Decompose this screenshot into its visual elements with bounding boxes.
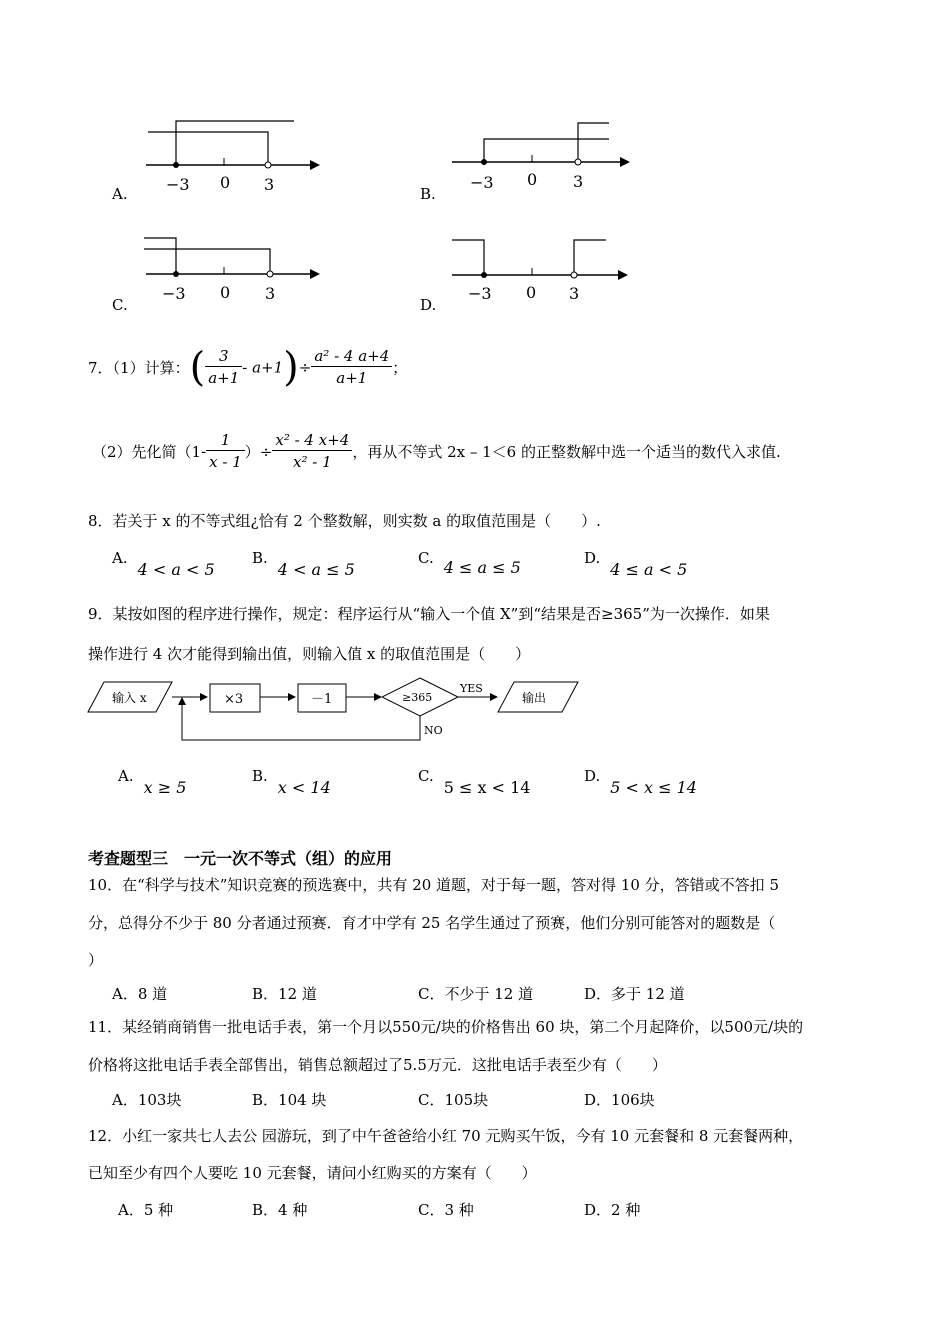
option-letter: C.: [112, 296, 128, 314]
option-letter: A.: [112, 185, 128, 203]
svg-text:0: 0: [220, 283, 231, 302]
flow-check: ≥365: [402, 691, 433, 704]
svg-text:−3: −3: [470, 173, 494, 192]
svg-text:0: 0: [527, 170, 538, 189]
q11-option-b: B．104 块: [252, 1091, 327, 1109]
q9-option-d: D.5 < x ≤ 14: [584, 767, 697, 797]
q11-line2: 价格将这批电话手表全部售出，销售总额超过了5.5万元．这批电话手表至少有（ ）: [88, 1056, 667, 1074]
q12-line2: 已知至少有四个人要吃 10 元套餐，请问小红购买的方案有（ ）: [88, 1164, 537, 1182]
svg-text:0: 0: [526, 283, 537, 302]
q9-line2: 操作进行 4 次才能得到输出值，则输入值 x 的取值范围是（ ）: [88, 645, 531, 663]
q9-line1: 9．某按如图的程序进行操作，规定：程序运行从“输入一个值 X”到“结果是否≥365”为一次操作．如果: [88, 605, 770, 623]
q6-option-a: [108, 115, 338, 205]
q9-flowchart: [86, 676, 586, 756]
option-letter: D.: [420, 296, 437, 314]
tick-label: 0: [220, 173, 231, 192]
q8-option-b: B.4 < a ≤ 5: [252, 549, 355, 579]
q10-line2: 分，总得分不少于 80 分者通过预赛．育才中学有 25 名学生通过了预赛，他们分别可能答对的题数是（: [88, 914, 776, 932]
q8-option-d: D.4 ≤ a < 5: [584, 549, 688, 579]
q11-option-c: C．105块: [418, 1091, 489, 1109]
q8-option-a: A.4 < a < 5: [112, 549, 215, 579]
fraction: $\frac{1}{x - 1}$: [206, 430, 245, 473]
fraction: $\frac{\text{a² - 4 a+4}}{a+1}$: [311, 346, 392, 389]
q12-option-b: B．4 种: [252, 1201, 308, 1219]
svg-text:−3: −3: [162, 284, 186, 303]
q9-option-c: C.5 ≤ x < 14: [418, 767, 531, 797]
q6-option-b: [416, 115, 646, 205]
q10-option-b: B．12 道: [252, 985, 317, 1003]
q6-option-d: [416, 228, 646, 318]
q11-option-a: A．103块: [112, 1091, 182, 1109]
flow-output: 输出: [522, 691, 547, 705]
number-line-a: [108, 115, 338, 205]
q6-option-c: [108, 228, 338, 318]
fraction: $\frac{\text{x² - 4 x+4}}{\text{x² - 1}}$: [272, 430, 352, 473]
q10-line1: 10．在“科学与技术”知识竞赛的预选赛中，共有 20 道题，对于每一题，答对得 10 分，答错或不答扣 5: [88, 876, 779, 894]
q10-option-d: D．多于 12 道: [584, 985, 685, 1003]
q7-prefix: 7．（1）计算：: [88, 359, 190, 377]
q7-part2: （2）先化简（1- $\frac{1}{x - 1}$ ）÷ $\frac{\text{x² - 4 x+4}}{\text{x² - 1}}$ ，再从不等式 2x – 1＜6 的正整数解中选一个适当的数代入求值.: [92, 431, 781, 471]
flow-input: 输入 x: [112, 691, 147, 705]
q11-option-d: D．106块: [584, 1091, 655, 1109]
q10-line3: ）: [88, 951, 104, 969]
svg-text:3: 3: [265, 284, 276, 303]
q10-option-a: A．8 道: [112, 985, 168, 1003]
svg-text:−3: −3: [468, 284, 492, 303]
number-line-d: [416, 228, 646, 318]
number-line-c: [108, 228, 338, 318]
tick-label: −3: [166, 175, 190, 194]
section-title: 考查题型三 一元一次不等式（组）的应用: [88, 849, 393, 868]
svg-text:3: 3: [569, 284, 580, 303]
flow-times3: ×3: [224, 692, 244, 707]
flow-no: NO: [424, 724, 443, 737]
q11-line1: 11．某经销商销售一批电话手表，第一个月以550元/块的价格售出 60 块，第二个月起降价，以500元/块的: [88, 1018, 804, 1036]
fraction: $\frac{3}{a+1}$: [205, 346, 242, 389]
q12-option-a: A．5 种: [118, 1201, 174, 1219]
q9-option-b: B.x < 14: [252, 767, 331, 797]
q12-option-c: C．3 种: [418, 1201, 474, 1219]
flow-yes: YES: [460, 682, 483, 695]
svg-text:3: 3: [573, 172, 584, 191]
number-line-b: [416, 115, 646, 205]
q12-line1: 12．小红一家共七人去公 园游玩，到了中午爸爸给小红 70 元购买午饭，今有 10 元套餐和 8 元套餐两种，: [88, 1127, 804, 1145]
q8-option-c: C. 4 ≤ a ≤ 5: [418, 549, 521, 577]
option-letter: B.: [420, 185, 436, 203]
q10-option-c: C．不少于 12 道: [418, 985, 534, 1003]
q12-option-d: D．2 种: [584, 1201, 641, 1219]
flow-minus1: －1: [311, 692, 333, 707]
q7-part1: 7．（1）计算：( $\frac{3}{a+1}$ - a+1)÷ $\frac{\text{a² - 4 a+4}}{a+1}$ ；: [88, 344, 408, 391]
q9-option-a: A.x ≥ 5: [118, 767, 187, 797]
tick-label: 3: [264, 175, 275, 194]
q8-stem: 8．若关于 x 的不等式组¿恰有 2 个整数解，则实数 a 的取值范围是（ ）.: [88, 512, 601, 530]
